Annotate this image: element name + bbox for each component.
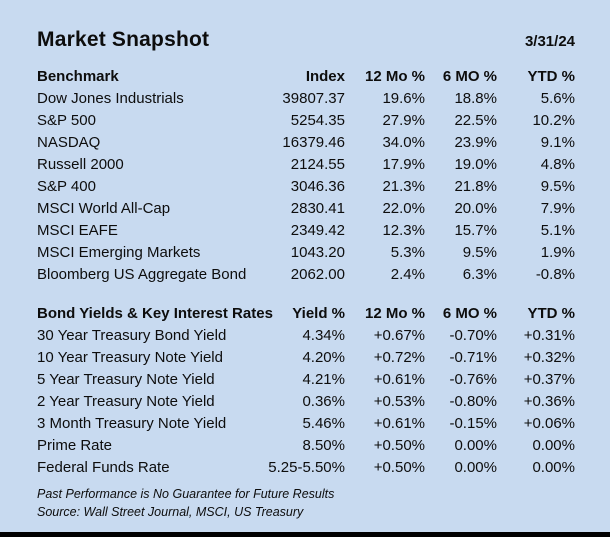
table-cell: +0.61% <box>373 414 425 432</box>
table-cell: +0.67% <box>373 326 425 344</box>
table-cell: 0.00% <box>532 436 575 454</box>
benchmark-name: MSCI World All-Cap <box>37 199 171 217</box>
table-cell: +0.37% <box>523 370 575 388</box>
table-cell: 5.3% <box>390 243 425 261</box>
column-header: 12 Mo % <box>364 67 425 85</box>
disclaimer-text: Past Performance is No Guarantee for Future Results <box>37 487 335 501</box>
table-cell: 16379.46 <box>282 133 345 151</box>
table-row <box>37 263 575 285</box>
table-cell: -0.76% <box>449 370 497 388</box>
table-row <box>37 131 575 153</box>
table-cell: 17.9% <box>382 155 425 173</box>
table-cell: 5254.35 <box>290 111 345 129</box>
benchmark-table <box>37 65 575 285</box>
table-cell: 5.6% <box>540 89 575 107</box>
table-row <box>37 434 575 456</box>
rate-name: Prime Rate <box>37 436 113 454</box>
table-cell: -0.70% <box>449 326 497 344</box>
table-cell: -0.8% <box>535 265 575 283</box>
benchmark-name: NASDAQ <box>37 133 101 151</box>
table-cell: 22.5% <box>454 111 497 129</box>
column-header: 6 MO % <box>442 67 497 85</box>
rate-name: Federal Funds Rate <box>37 458 170 476</box>
source-text: Source: Wall Street Journal, MSCI, US Treasury <box>37 505 304 520</box>
table-row <box>37 109 575 131</box>
column-header: YTD % <box>527 67 575 85</box>
column-header: Index <box>305 67 345 85</box>
table-row <box>37 346 575 368</box>
table-cell: 12.3% <box>382 221 425 239</box>
title-row <box>37 28 575 52</box>
column-header: 6 MO % <box>442 304 497 322</box>
table-cell: -0.15% <box>449 414 497 432</box>
table-cell: 9.5% <box>462 243 497 261</box>
table-cell: 4.34% <box>302 326 345 344</box>
table-cell: 20.0% <box>454 199 497 217</box>
table-cell: +0.06% <box>523 414 575 432</box>
table-row <box>37 175 575 197</box>
table-cell: 0.00% <box>532 458 575 476</box>
table-cell: +0.31% <box>523 326 575 344</box>
table-cell: 21.8% <box>454 177 497 195</box>
table-cell: 5.46% <box>302 414 345 432</box>
table-cell: 3046.36 <box>290 177 345 195</box>
rate-name: 10 Year Treasury Note Yield <box>37 348 223 366</box>
table-cell: 2124.55 <box>290 155 345 173</box>
column-header: Benchmark <box>37 67 119 85</box>
table-cell: 19.6% <box>382 89 425 107</box>
table-cell: 2.4% <box>390 265 425 283</box>
benchmark-name: S&P 500 <box>37 111 96 129</box>
table-cell: 21.3% <box>382 177 425 195</box>
table-cell: 1.9% <box>540 243 575 261</box>
table-row <box>37 87 575 109</box>
rate-name: 30 Year Treasury Bond Yield <box>37 326 227 344</box>
table-cell: 2349.42 <box>290 221 345 239</box>
report-date: 3/31/24 <box>524 33 575 50</box>
rate-name: 3 Month Treasury Note Yield <box>37 414 227 432</box>
table-cell: 2062.00 <box>290 265 345 283</box>
table-cell: +0.61% <box>373 370 425 388</box>
table-cell: 5.1% <box>540 221 575 239</box>
table-row <box>37 153 575 175</box>
table-cell: 2830.41 <box>290 199 345 217</box>
table-cell: +0.50% <box>373 458 425 476</box>
rate-name: 2 Year Treasury Note Yield <box>37 392 215 410</box>
table-row <box>37 324 575 346</box>
table-cell: 1043.20 <box>290 243 345 261</box>
table-cell: 7.9% <box>540 199 575 217</box>
benchmark-name: MSCI Emerging Markets <box>37 243 201 261</box>
table-row <box>37 390 575 412</box>
table-cell: 23.9% <box>454 133 497 151</box>
table-row <box>37 456 575 478</box>
table-cell: -0.80% <box>449 392 497 410</box>
bottom-border-bar <box>0 532 610 537</box>
table-cell: 5.25-5.50% <box>268 458 345 476</box>
table-row <box>37 368 575 390</box>
table-cell: -0.71% <box>449 348 497 366</box>
benchmark-name: Bloomberg US Aggregate Bond <box>37 265 247 283</box>
table-cell: 9.5% <box>540 177 575 195</box>
page-title: Market Snapshot <box>37 28 210 51</box>
table-cell: 0.00% <box>454 436 497 454</box>
table-row <box>37 241 575 263</box>
column-header: Bond Yields & Key Interest Rates <box>37 304 273 322</box>
benchmark-name: S&P 400 <box>37 177 96 195</box>
bond-yields-table <box>37 302 575 478</box>
section-divider-gap <box>37 285 575 302</box>
benchmark-name: Russell 2000 <box>37 155 124 173</box>
table-cell: 15.7% <box>454 221 497 239</box>
table-cell: +0.32% <box>523 348 575 366</box>
table-cell: 9.1% <box>540 133 575 151</box>
rate-name: 5 Year Treasury Note Yield <box>37 370 215 388</box>
table-row <box>37 197 575 219</box>
column-header: Yield % <box>292 304 345 322</box>
benchmark-name: MSCI EAFE <box>37 221 118 239</box>
benchmark-header-row <box>37 65 575 87</box>
table-cell: 0.36% <box>302 392 345 410</box>
table-cell: 4.20% <box>302 348 345 366</box>
table-cell: 4.8% <box>540 155 575 173</box>
table-cell: +0.36% <box>523 392 575 410</box>
table-cell: 39807.37 <box>282 89 345 107</box>
table-cell: 4.21% <box>302 370 345 388</box>
table-cell: 10.2% <box>532 111 575 129</box>
table-row <box>37 412 575 434</box>
table-cell: +0.72% <box>373 348 425 366</box>
table-cell: 27.9% <box>382 111 425 129</box>
table-row <box>37 219 575 241</box>
table-cell: +0.50% <box>373 436 425 454</box>
benchmark-name: Dow Jones Industrials <box>37 89 184 107</box>
table-cell: 0.00% <box>454 458 497 476</box>
table-cell: 34.0% <box>382 133 425 151</box>
table-cell: 22.0% <box>382 199 425 217</box>
footnotes <box>37 485 575 521</box>
table-cell: 18.8% <box>454 89 497 107</box>
table-cell: 8.50% <box>302 436 345 454</box>
table-cell: +0.53% <box>373 392 425 410</box>
bond-yields-header-row <box>37 302 575 324</box>
table-cell: 19.0% <box>454 155 497 173</box>
column-header: 12 Mo % <box>364 304 425 322</box>
table-cell: 6.3% <box>462 265 497 283</box>
column-header: YTD % <box>527 304 575 322</box>
